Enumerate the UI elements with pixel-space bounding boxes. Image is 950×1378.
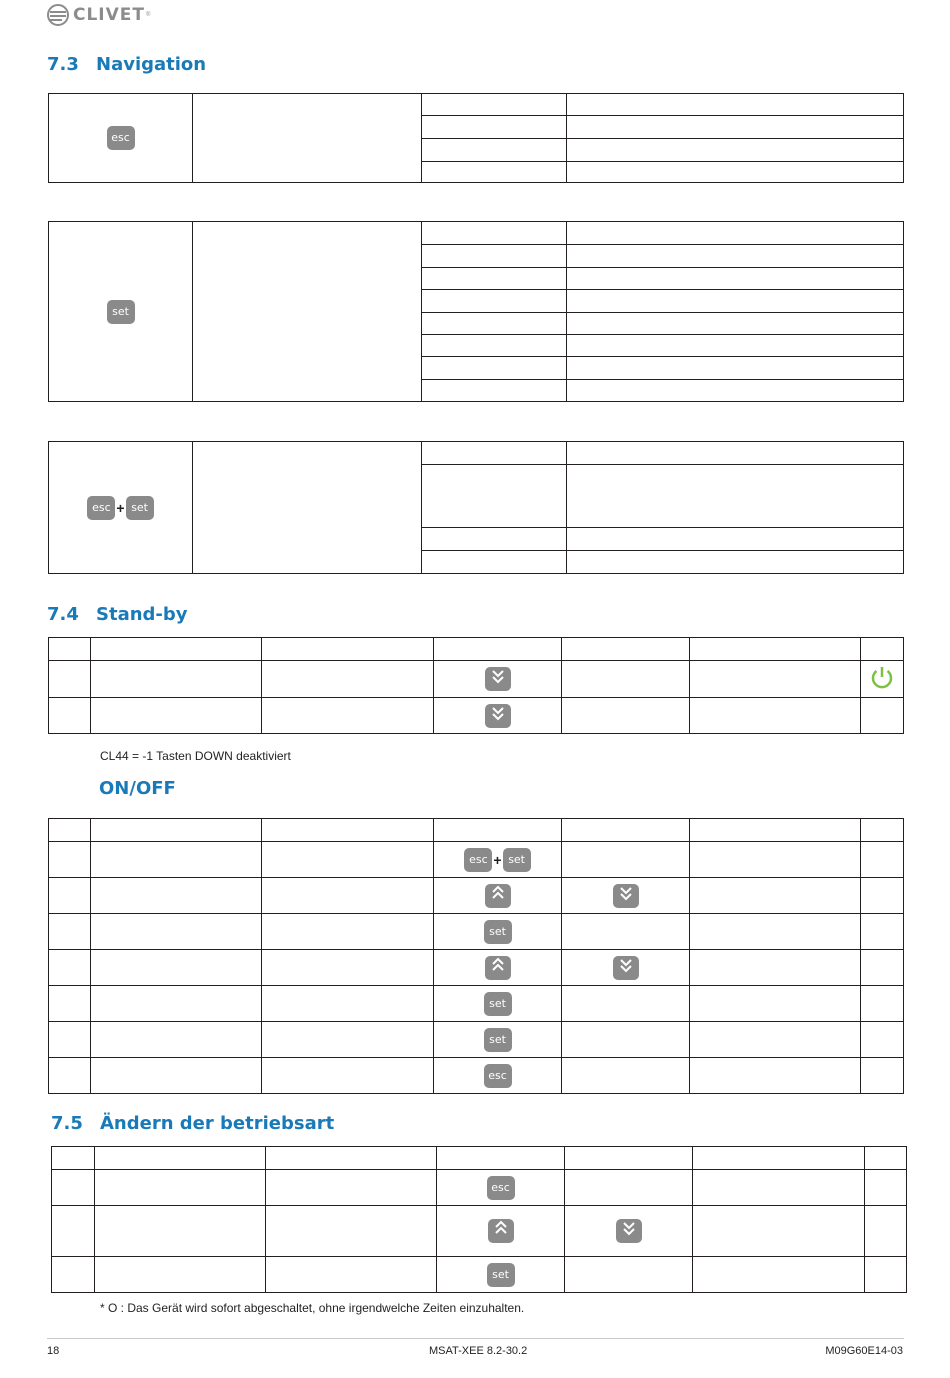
section-heading-standby [47, 604, 188, 625]
section-title: Ändern der betriebsart [100, 1113, 335, 1134]
footer-model: MSAT-XEE 8.2-30.2 [429, 1345, 528, 1357]
set-key: set [487, 1263, 515, 1287]
table-row [49, 878, 904, 914]
double-chevron-up-icon [488, 1219, 514, 1243]
key-cell [49, 94, 193, 183]
set-key: set [484, 1028, 512, 1052]
double-chevron-down-icon [613, 956, 639, 980]
onoff-table [48, 818, 904, 1094]
double-chevron-down-icon [485, 704, 511, 728]
table-row [49, 914, 904, 950]
esc-key: esc [87, 496, 115, 520]
table-row [49, 698, 904, 734]
navigation-table-esc-set [48, 441, 904, 574]
table-row [49, 661, 904, 698]
set-key: set [503, 848, 531, 872]
key-cell [49, 222, 193, 402]
power-icon [868, 663, 896, 691]
table-row [49, 842, 904, 878]
set-key: set [484, 920, 512, 944]
key-cell [49, 442, 193, 574]
mode-change-footnote: * O : Das Gerät wird sofort abgeschaltet, ohne irgendwelche Zeiten einzuhalten. [100, 1301, 525, 1315]
esc-key: esc [484, 1064, 512, 1088]
table-row [52, 1206, 907, 1257]
double-chevron-up-icon [485, 884, 511, 908]
esc-key: esc [487, 1176, 515, 1200]
section-number: 7.3 [47, 54, 79, 75]
section-number: 7.4 [47, 604, 79, 625]
footer-doc-code: M09G60E14-03 [825, 1345, 903, 1357]
footer-divider [47, 1338, 904, 1339]
section-heading-navigation [47, 54, 206, 75]
esc-key: esc [107, 126, 135, 150]
set-key: set [107, 300, 135, 324]
table-row [52, 1170, 907, 1206]
set-key: set [484, 992, 512, 1016]
double-chevron-down-icon [616, 1219, 642, 1243]
plus-sign: + [493, 851, 502, 868]
mode-change-table [51, 1146, 907, 1293]
navigation-table-esc [48, 93, 904, 183]
esc-key: esc [464, 848, 492, 872]
plus-sign: + [116, 499, 125, 516]
section-title: Stand-by [96, 604, 188, 625]
double-chevron-down-icon [485, 667, 511, 691]
table-row [49, 1058, 904, 1094]
table-row [49, 986, 904, 1022]
section-title: Navigation [96, 54, 207, 75]
table-row [49, 1022, 904, 1058]
clivet-logo [47, 3, 150, 27]
footer-page-number: 18 [47, 1345, 60, 1357]
standby-table [48, 637, 904, 734]
set-key: set [126, 496, 154, 520]
section-number: 7.5 [51, 1113, 83, 1134]
table-row [49, 950, 904, 986]
double-chevron-down-icon [613, 884, 639, 908]
section-heading-onoff: ON/OFF [99, 778, 176, 799]
double-chevron-up-icon [485, 956, 511, 980]
registered-mark: ® [146, 12, 151, 18]
logo-mark-icon [47, 4, 69, 26]
table-row [52, 1257, 907, 1293]
section-heading-mode-change [51, 1113, 334, 1134]
navigation-table-set [48, 221, 904, 402]
brand-name: CLIVET [73, 5, 145, 25]
standby-note: CL44 = -1 Tasten DOWN deaktiviert [100, 749, 291, 763]
